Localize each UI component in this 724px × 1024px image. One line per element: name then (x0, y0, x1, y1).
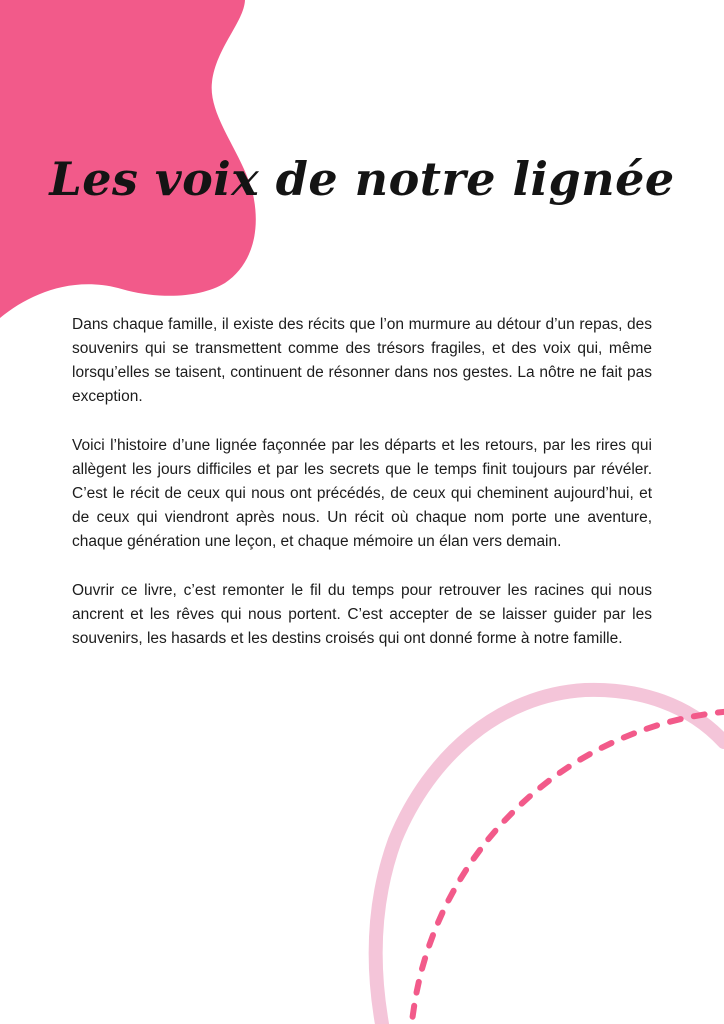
paragraph-2: Voici l’histoire d’une lignée façonnée par les départs et les retours, par les rires qui allègent les jours difficiles et par les secrets que le temps finit toujours par révéler. C’est le récit de ceux qui nous ont précédés, de ceux qui cheminent aujourd’hui, et de ceux qui viendront après nous. Un récit où chaque nom porte une aventure, chaque génération une leçon, et chaque mémoire un élan vers demain. (72, 437, 652, 550)
pink-dashed-arc (411, 710, 724, 1024)
arc-dash (429, 935, 433, 945)
arc-dash (460, 870, 466, 879)
arc-dash (718, 711, 724, 712)
arc-dash (580, 754, 590, 760)
arc-dash (413, 1006, 415, 1017)
arc-dash (647, 725, 658, 728)
paragraph-3: Ouvrir ce livre, c’est remonter le fil du temps pour retrouver les racines qui nous ancrent et les rêves qui nous portent. C’est accepter de se laisser guider par les souvenirs, les hasards et les destins croisés qui ont donné forme à notre famille. (72, 582, 652, 647)
arc-dash (694, 714, 705, 716)
arc-dash (438, 913, 443, 923)
page-title: Les voix de notre lignée (49, 152, 675, 206)
body-text (72, 313, 652, 676)
arc-dash (417, 982, 419, 993)
paragraph-1: Dans chaque famille, il existe des récits que l’on murmure au détour d’un repas, des souvenirs qui se transmettent comme des trésors fragiles, et des voix qui, même lorsqu’elles se taisent, continuent de résonner dans nos gestes. La nôtre ne fait pas exception. (72, 316, 652, 405)
arc-dash (422, 958, 425, 969)
arc-dash (624, 733, 634, 737)
arc-dash (560, 767, 569, 773)
arc-dash (504, 813, 512, 821)
arc-dash (488, 831, 495, 839)
arc-dash (540, 781, 549, 788)
arc-dash (670, 719, 681, 722)
arc-dash (448, 891, 453, 901)
arc-dash (522, 796, 530, 803)
arc-dash (602, 743, 612, 748)
arc-dash (474, 850, 481, 859)
